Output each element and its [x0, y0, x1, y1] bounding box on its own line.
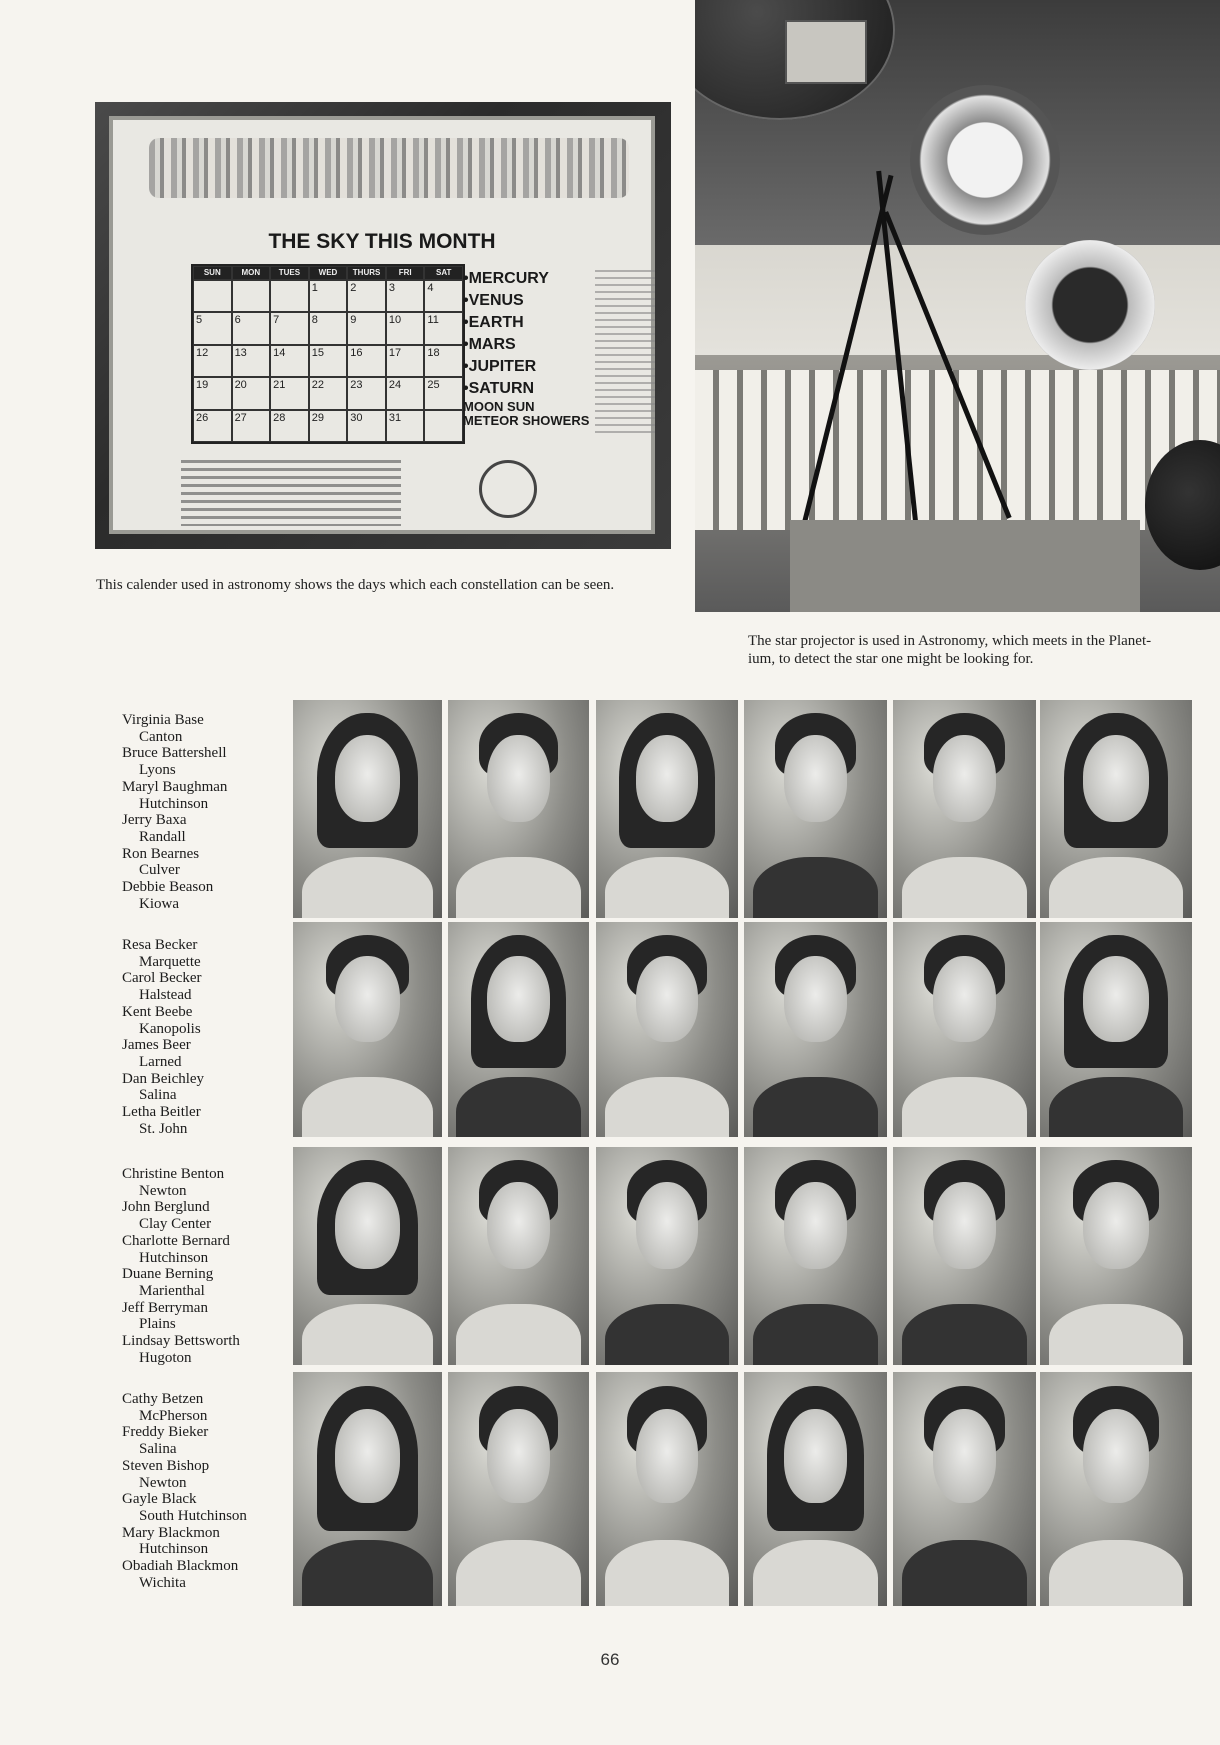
portrait-shoulders [302, 1077, 433, 1137]
portrait-head [636, 1182, 698, 1269]
student-name: Freddy Bieker [122, 1424, 209, 1441]
portrait-shoulders [753, 1077, 879, 1137]
calendar-day-cell: 7 [270, 312, 309, 344]
calendar-photo [95, 102, 671, 549]
portrait-shoulders [1049, 857, 1183, 918]
portrait-head [933, 956, 996, 1042]
student-portrait [293, 700, 442, 918]
projector-caption [748, 632, 1220, 668]
student-name: James Beer [122, 1037, 191, 1054]
student-hometown: Larned [139, 1053, 182, 1070]
student-name: Bruce Battershell [122, 745, 227, 762]
planet-label: •SATURN [463, 380, 535, 397]
portrait-shoulders [902, 1077, 1028, 1137]
name-column [122, 1166, 282, 1366]
calendar-day-cell: 28 [270, 410, 309, 442]
calendar-day-cell [232, 280, 271, 312]
student-hometown: Hutchinson [139, 795, 209, 812]
calendar-day-cell: 11 [424, 312, 463, 344]
student-name: Letha Beitler [122, 1104, 201, 1121]
portrait-head [1083, 956, 1150, 1042]
calendar-day-cell: 13 [232, 345, 271, 377]
portrait-head [933, 735, 996, 822]
student-hometown: Culver [139, 862, 180, 879]
student-hometown: McPherson [139, 1407, 208, 1424]
student-portrait [744, 1147, 887, 1365]
calendar-day-cell: 5 [193, 312, 232, 344]
student-hometown: Hutchinson [139, 1541, 209, 1558]
calendar-day-cell [193, 280, 232, 312]
student-portrait [744, 1372, 887, 1606]
calendar-day-cell: 15 [309, 345, 348, 377]
student-name: Gayle Black [122, 1491, 197, 1508]
student-portrait [1040, 1147, 1192, 1365]
student-name: Jeff Berryman [122, 1299, 208, 1316]
student-portrait [448, 1372, 589, 1606]
console-base [790, 520, 1140, 612]
student-portrait [448, 700, 589, 918]
student-name: Ron Bearnes [122, 845, 200, 862]
student-name: John Berglund [122, 1199, 210, 1216]
student-hometown: St. John [139, 1120, 188, 1137]
portrait-head [933, 1409, 996, 1503]
projector-lens-drum [1025, 240, 1155, 370]
projector-lens-drum [910, 85, 1060, 235]
student-portrait [893, 1372, 1036, 1606]
portrait-shoulders [456, 1304, 580, 1365]
student-name: Jerry Baxa [122, 812, 187, 829]
portrait-head [487, 735, 549, 822]
calendar-day-cell: 3 [386, 280, 425, 312]
portrait-shoulders [302, 1304, 433, 1365]
portrait-head [335, 1182, 401, 1269]
portrait-shoulders [1049, 1077, 1183, 1137]
student-name: Cathy Betzen [122, 1391, 204, 1407]
planet-label: METEOR SHOWERS [463, 413, 590, 428]
planet-label: •MARS [463, 336, 516, 353]
calendar-day-cell: 24 [386, 377, 425, 409]
student-name: Resa Becker [122, 937, 198, 953]
student-hometown: Newton [139, 1182, 187, 1199]
projector-housing [785, 20, 867, 84]
calendar-day-cell: 31 [386, 410, 425, 442]
calendar-day-cell: 8 [309, 312, 348, 344]
student-portrait [596, 922, 738, 1137]
portrait-head [1083, 1409, 1150, 1503]
student-portrait [596, 1372, 738, 1606]
calendar-day-cell: 25 [424, 377, 463, 409]
student-portrait [596, 700, 738, 918]
portrait-head [1083, 735, 1150, 822]
planet-label: •JUPITER [463, 358, 537, 375]
student-portrait [744, 700, 887, 918]
name-column [122, 937, 282, 1137]
calendar-day-cell: 29 [309, 410, 348, 442]
calendar-day-cell: 27 [232, 410, 271, 442]
portrait-head [487, 956, 549, 1042]
student-hometown: Hutchinson [139, 1249, 209, 1266]
calendar-day-cell: 2 [347, 280, 386, 312]
portrait-head [636, 1409, 698, 1503]
projector-caption-line: The star projector is used in Astronomy, which meets in the Planet- [748, 633, 1152, 649]
calendar-day-cell: 23 [347, 377, 386, 409]
portrait-head [784, 1409, 847, 1503]
student-hometown: Kanopolis [139, 1020, 201, 1037]
definitions-text [181, 460, 401, 526]
planet-list [463, 268, 589, 428]
name-column [122, 1391, 282, 1591]
student-portrait [293, 1372, 442, 1606]
calendar-day-cell: 18 [424, 345, 463, 377]
portrait-shoulders [902, 857, 1028, 918]
planet-label: •VENUS [463, 292, 524, 309]
portrait-head [487, 1182, 549, 1269]
student-name: Christine Benton [122, 1166, 225, 1182]
portrait-shoulders [302, 857, 433, 918]
calendar-day-header: SUN [193, 266, 232, 280]
student-name: Lindsay Bettsworth [122, 1333, 240, 1350]
portrait-shoulders [605, 1540, 730, 1606]
student-portrait [448, 922, 589, 1137]
student-name: Carol Becker [122, 970, 202, 987]
student-portrait [1040, 1372, 1192, 1606]
student-name: Charlotte Bernard [122, 1232, 230, 1249]
calendar-day-cell: 6 [232, 312, 271, 344]
calendar-day-header: FRI [386, 266, 425, 280]
student-portrait [448, 1147, 589, 1365]
calendar-caption: This calender used in astronomy shows the days which each constellation can be seen. [96, 577, 615, 593]
calendar-day-cell: 1 [309, 280, 348, 312]
portrait-head [636, 956, 698, 1042]
portrait-shoulders [1049, 1304, 1183, 1365]
page-number: 66 [600, 1650, 620, 1669]
portrait-head [784, 956, 847, 1042]
seal-emblem [479, 460, 537, 518]
calendar-day-cell: 9 [347, 312, 386, 344]
star-projector-photo [695, 0, 1220, 612]
student-portrait [293, 922, 442, 1137]
calendar-day-cell: 20 [232, 377, 271, 409]
student-hometown: Marienthal [139, 1282, 205, 1299]
planet-notes [595, 270, 655, 436]
student-hometown: Salina [139, 1087, 177, 1104]
portrait-head [335, 956, 401, 1042]
calendar-board-title: THE SKY THIS MONTH [268, 230, 496, 253]
calendar-day-cell [424, 410, 463, 442]
student-name: Mary Blackmon [122, 1524, 220, 1541]
portrait-head [487, 1409, 549, 1503]
planet-label: •EARTH [463, 314, 524, 331]
calendar-day-header: SAT [424, 266, 463, 280]
calendar-day-cell: 14 [270, 345, 309, 377]
portrait-shoulders [902, 1540, 1028, 1606]
portrait-shoulders [302, 1540, 433, 1606]
student-hometown: Marquette [139, 953, 201, 970]
calendar-day-cell: 4 [424, 280, 463, 312]
student-hometown: Kiowa [139, 895, 179, 912]
student-hometown: Lyons [139, 762, 176, 779]
calendar-day-header: THURS [347, 266, 386, 280]
student-portrait [893, 1147, 1036, 1365]
calendar-day-header: MON [232, 266, 271, 280]
calendar-day-cell: 30 [347, 410, 386, 442]
student-hometown: Wichita [139, 1574, 186, 1591]
student-hometown: Hugoton [139, 1349, 192, 1366]
student-hometown: Plains [139, 1316, 176, 1333]
calendar-day-cell: 12 [193, 345, 232, 377]
portrait-shoulders [605, 857, 730, 918]
calendar-day-cell: 17 [386, 345, 425, 377]
student-portrait [1040, 700, 1192, 918]
student-portrait [293, 1147, 442, 1365]
student-portrait [893, 922, 1036, 1137]
student-portrait [744, 922, 887, 1137]
student-name: Steven Bishop [122, 1457, 210, 1474]
student-hometown: South Hutchinson [139, 1507, 247, 1524]
portrait-shoulders [605, 1304, 730, 1365]
student-portrait [893, 700, 1036, 918]
constellation-illustration [149, 138, 629, 198]
calendar-day-cell: 19 [193, 377, 232, 409]
student-portrait [1040, 922, 1192, 1137]
calendar-day-header: TUES [270, 266, 309, 280]
portrait-shoulders [1049, 1540, 1183, 1606]
portrait-head [784, 735, 847, 822]
student-name: Maryl Baughman [122, 778, 228, 795]
student-hometown: Randall [139, 828, 186, 845]
student-name: Obadiah Blackmon [122, 1558, 239, 1575]
portrait-head [335, 1409, 401, 1503]
portrait-shoulders [456, 1540, 580, 1606]
name-column [122, 712, 282, 912]
student-name: Virginia Base [122, 712, 204, 728]
projector-caption-line: ium, to detect the star one might be looking for. [748, 651, 1034, 667]
calendar-day-cell: 10 [386, 312, 425, 344]
calendar-day-cell: 26 [193, 410, 232, 442]
portrait-shoulders [456, 1077, 580, 1137]
sky-calendar-board [109, 116, 655, 534]
portrait-head [784, 1182, 847, 1269]
student-portrait [596, 1147, 738, 1365]
student-hometown: Newton [139, 1474, 187, 1491]
portrait-shoulders [902, 1304, 1028, 1365]
student-name: Kent Beebe [122, 1003, 193, 1020]
portrait-head [1083, 1182, 1150, 1269]
portrait-head [335, 735, 401, 822]
portrait-shoulders [753, 1304, 879, 1365]
portrait-shoulders [605, 1077, 730, 1137]
portrait-head [933, 1182, 996, 1269]
student-hometown: Halstead [139, 987, 192, 1004]
portrait-shoulders [456, 857, 580, 918]
calendar-grid [191, 264, 465, 444]
portrait-head [636, 735, 698, 822]
planet-label: MOON SUN [463, 399, 535, 414]
calendar-day-header: WED [309, 266, 348, 280]
student-name: Debbie Beason [122, 879, 214, 896]
student-hometown: Clay Center [139, 1216, 212, 1233]
portrait-shoulders [753, 857, 879, 918]
calendar-day-cell [270, 280, 309, 312]
planet-label: •MERCURY [463, 270, 549, 287]
calendar-day-cell: 22 [309, 377, 348, 409]
calendar-day-cell: 21 [270, 377, 309, 409]
student-hometown: Canton [139, 728, 183, 745]
student-hometown: Salina [139, 1441, 177, 1458]
portrait-shoulders [753, 1540, 879, 1606]
student-name: Duane Berning [122, 1266, 214, 1283]
calendar-day-cell: 16 [347, 345, 386, 377]
student-name: Dan Beichley [122, 1070, 205, 1087]
